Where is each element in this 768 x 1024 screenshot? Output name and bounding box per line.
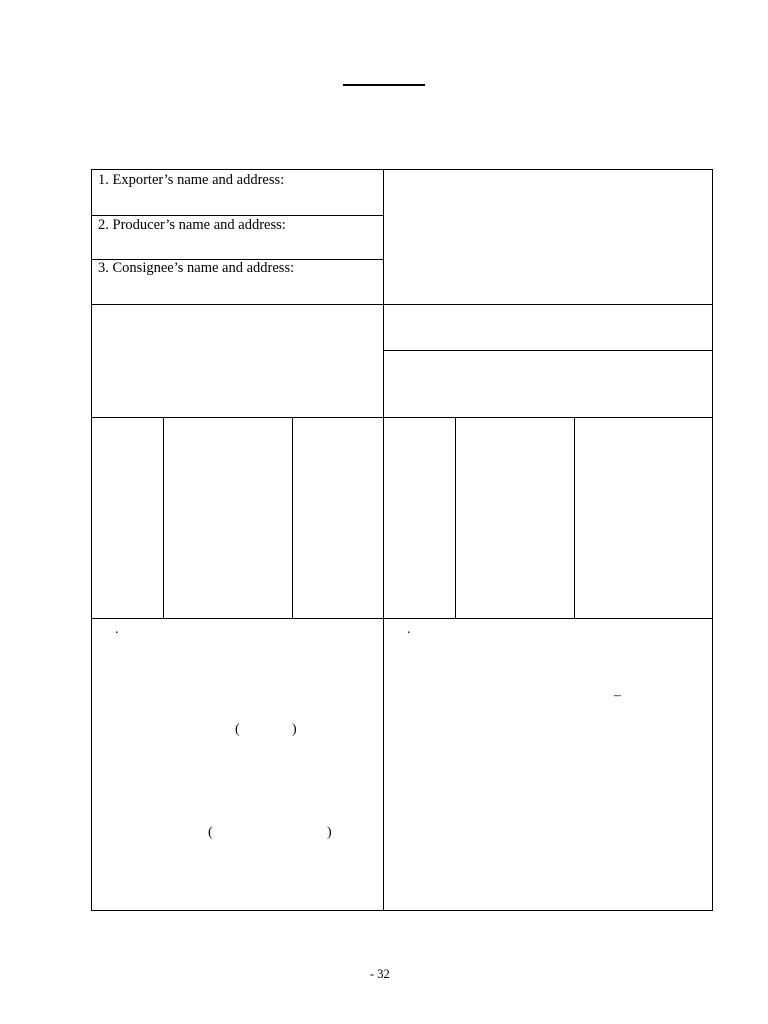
declaration-bullet: . bbox=[115, 622, 119, 637]
page-number: - 32 bbox=[370, 967, 390, 981]
item-column-divider-3 bbox=[383, 417, 384, 618]
form-frame bbox=[91, 169, 713, 911]
items-table-bottom-border bbox=[91, 618, 713, 619]
center-divider-top bbox=[383, 169, 384, 418]
exporter-producer-divider bbox=[91, 215, 383, 216]
declaration-paren-close-1: ) bbox=[292, 722, 297, 737]
exporter-field-label: 1. Exporter’s name and address: bbox=[98, 172, 285, 188]
consignee-field-label: 3. Consignee’s name and address: bbox=[98, 260, 295, 276]
item-column-divider-2 bbox=[292, 417, 293, 618]
declaration-paren-open-1: ( bbox=[235, 722, 240, 737]
item-column-divider-1 bbox=[163, 417, 164, 618]
certification-bullet: . bbox=[407, 622, 411, 637]
center-divider-bottom bbox=[383, 618, 384, 911]
items-table-top-border bbox=[91, 417, 713, 418]
right-subsection-divider bbox=[383, 350, 713, 351]
certification-dash: – bbox=[614, 688, 621, 703]
producer-field-label: 2. Producer’s name and address: bbox=[98, 217, 286, 233]
declaration-paren-open-2: ( bbox=[208, 825, 213, 840]
title-underline bbox=[343, 84, 425, 86]
item-column-divider-4 bbox=[455, 417, 456, 618]
item-column-divider-5 bbox=[574, 417, 575, 618]
header-section-divider bbox=[91, 304, 713, 305]
declaration-paren-close-2: ) bbox=[327, 825, 332, 840]
